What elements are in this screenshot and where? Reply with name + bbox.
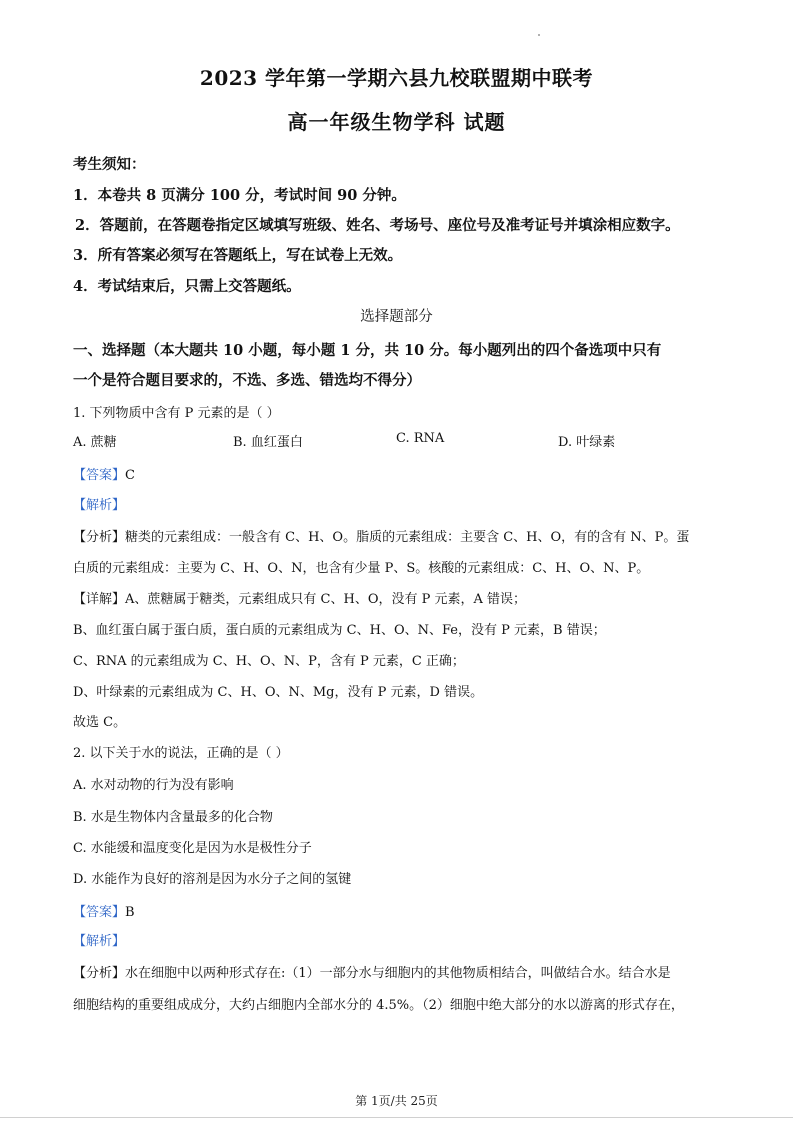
q2-stem: 2. 以下关于水的说法，正确的是（ ） — [73, 746, 289, 761]
q1-analysis-tag: 【解析】 — [73, 498, 126, 513]
q2-fenxi-text-1: 水在细胞中以两种形式存在:（1）一部分水与细胞内的其他物质相结合，叫做结合水。结合水是 — [125, 966, 671, 981]
fenxi-tag: 【分析】 — [73, 530, 126, 545]
q1-option-c: C. RNA — [396, 431, 445, 446]
notice-item-4: 4．考试结束后，只需上交答题纸。 — [73, 278, 301, 295]
answer-tag: 【答案】 — [73, 905, 126, 920]
notice-item-3: 3．所有答案必须写在答题纸上，写在试卷上无效。 — [73, 247, 403, 264]
exam-subtitle: 高一年级生物学科 试题 — [287, 110, 506, 134]
section-instruction-line-1: 一、选择题（本大题共 10 小题，每小题 1 分，共 10 分。每小题列出的四个备选项中只有 — [73, 342, 662, 359]
exam-title: 2023 学年第一学期六县九校联盟期中联考 — [199, 66, 594, 90]
answer-tag: 【答案】 — [73, 468, 126, 483]
q2-answer-value: B — [125, 905, 135, 920]
q1-xiangjie-line-1 — [73, 588, 526, 607]
q2-answer — [73, 901, 135, 920]
q1-conclusion: 故选 C。 — [73, 715, 127, 730]
q2-fenxi-line-1 — [73, 962, 671, 981]
page-bottom-divider — [0, 1117, 793, 1118]
speck — [538, 34, 540, 36]
q2-fenxi-line-2: 细胞结构的重要组成成分，大约占细胞内全部水分的 4.5%。（2）细胞中绝大部分的水以游离的形式存在， — [73, 998, 684, 1013]
q1-option-a: A. 蔗糖 — [73, 435, 117, 450]
q1-xiangjie-line-2: B、血红蛋白属于蛋白质，蛋白质的元素组成为 C、H、O、N、Fe，没有 P 元素，B 错误； — [73, 623, 606, 638]
notice-item-1: 1．本卷共 8 页满分 100 分，考试时间 90 分钟。 — [73, 187, 406, 204]
section-title: 选择题部分 — [360, 309, 433, 325]
q1-option-d: D. 叶绿素 — [558, 435, 616, 450]
q2-option-c: C. 水能缓和温度变化是因为水是极性分子 — [73, 841, 312, 856]
page-number: 第 1页/共 25页 — [355, 1094, 438, 1108]
q1-fenxi-line-2: 白质的元素组成：主要为 C、H、O、N，也含有少量 P、S。核酸的元素组成：C、H、O、N、P。 — [73, 561, 650, 576]
q1-answer — [73, 464, 135, 483]
q1-stem: 1. 下列物质中含有 P 元素的是（ ） — [73, 406, 280, 421]
xiangjie-tag: 【详解】 — [73, 592, 126, 607]
q1-xiangjie-line-3: C、RNA 的元素组成为 C、H、O、N、P，含有 P 元素，C 正确； — [73, 654, 465, 669]
q2-option-b: B. 水是生物体内含量最多的化合物 — [73, 810, 273, 825]
q1-xiangjie-text-1: A、蔗糖属于糖类，元素组成只有 C、H、O，没有 P 元素，A 错误； — [125, 592, 527, 607]
q1-option-b: B. 血红蛋白 — [233, 435, 303, 450]
q2-option-a: A. 水对动物的行为没有影响 — [73, 778, 234, 793]
q1-fenxi-line-1 — [73, 526, 689, 545]
q1-xiangjie-line-4: D、叶绿素的元素组成为 C、H、O、N、Mg，没有 P 元素，D 错误。 — [73, 685, 484, 700]
notice-item-2: 2．答题前，在答题卷指定区域填写班级、姓名、考场号、座位号及准考证号并填涂相应数字。 — [75, 217, 680, 234]
q1-fenxi-text-1: 糖类的元素组成：一般含有 C、H、O。脂质的元素组成：主要含 C、H、O，有的含有 N、P。蛋 — [125, 530, 690, 545]
q1-answer-value: C — [125, 468, 135, 483]
q2-option-d: D. 水能作为良好的溶剂是因为水分子之间的氢键 — [73, 872, 352, 887]
section-instruction-line-2: 一个是符合题目要求的，不选、多选、错选均不得分） — [73, 372, 421, 389]
fenxi-tag: 【分析】 — [73, 966, 126, 981]
q2-analysis-tag: 【解析】 — [73, 934, 126, 949]
notice-heading: 考生须知： — [73, 156, 146, 173]
